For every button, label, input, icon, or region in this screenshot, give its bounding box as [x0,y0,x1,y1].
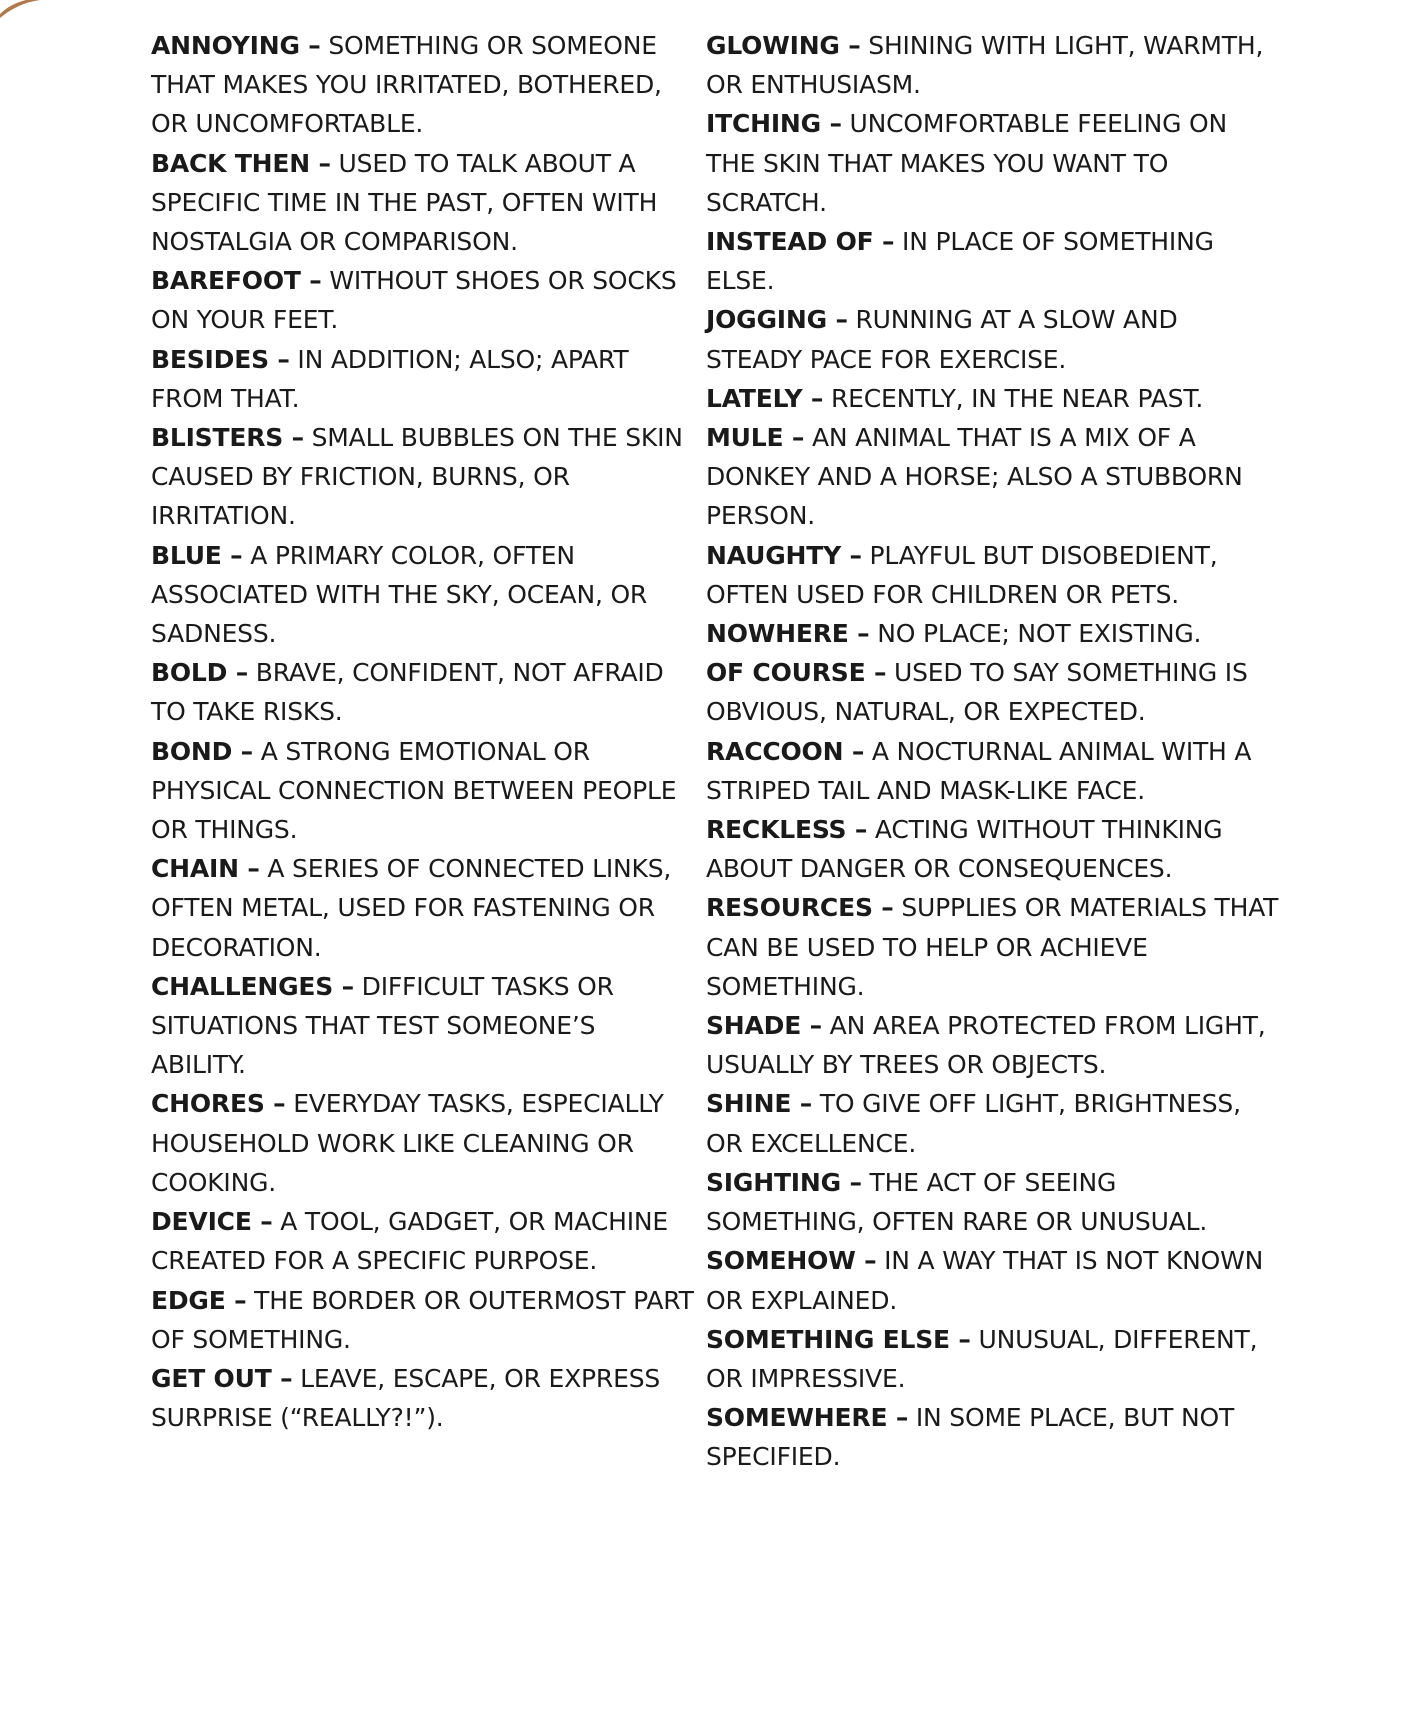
glossary-entry [151,26,696,144]
glossary-definition: RECENTLY, IN THE NEAR PAST. [823,383,1204,413]
glossary-entry [151,1202,696,1280]
glossary-term: BAREFOOT – [151,266,322,296]
glossary-term: CHORES – [151,1089,286,1119]
glossary-entry [706,1084,1281,1162]
glossary-definition: SOMETHING OR SOMEONE THAT MAKES YOU IRRITATED, BOTHERED, OR UNCOMFORTABLE. [151,31,662,139]
glossary-entry [706,1163,1281,1241]
glossary-term: RACCOON – [706,736,865,766]
glossary-entry [151,1281,696,1359]
glossary-term: LATELY – [706,383,824,413]
glossary-entry [151,653,696,731]
glossary-definition: THE BORDER OR OUTERMOST PART OF SOMETHING. [151,1285,694,1354]
glossary-entry [706,222,1281,300]
glossary-definition: A PRIMARY COLOR, OFTEN ASSOCIATED WITH THE SKY, OCEAN, OR SADNESS. [151,540,648,649]
glossary-term: SHADE – [706,1011,822,1041]
glossary-definition: IN ADDITION; ALSO; APART FROM THAT. [151,344,629,413]
glossary-term: SOMEHOW – [706,1246,877,1276]
glossary-entry [706,1320,1281,1398]
glossary-term: BESIDES – [151,344,290,374]
glossary-definition: A SERIES OF CONNECTED LINKS, OFTEN METAL, USED FOR FASTENING OR DECORATION. [151,854,672,962]
glossary-definition: UNCOMFORTABLE FEELING ON THE SKIN THAT MAKES YOU WANT TO SCRATCH. [706,109,1227,217]
glossary-definition: AN ANIMAL THAT IS A MIX OF A DONKEY AND A HORSE; ALSO A STUBBORN PERSON. [706,423,1243,531]
glossary-entry [706,653,1281,731]
glossary-entry [706,26,1281,104]
glossary-term: DEVICE – [151,1207,273,1237]
glossary-entry [706,379,1281,418]
glossary-entry [706,104,1281,222]
glossary-entry [151,1084,696,1202]
glossary-entry [706,1006,1281,1084]
glossary-term: RESOURCES – [706,893,894,923]
glossary-term: EDGE – [151,1285,247,1315]
glossary-definition: AN AREA PROTECTED FROM LIGHT, USUALLY BY TREES OR OBJECTS. [706,1011,1266,1080]
glossary-definition: SUPPLIES OR MATERIALS THAT CAN BE USED TO HELP OR ACHIEVE SOMETHING. [706,893,1279,1001]
glossary-definition: EVERYDAY TASKS, ESPECIALLY HOUSEHOLD WORK LIKE CLEANING OR COOKING. [151,1089,664,1197]
glossary-definition: IN PLACE OF SOMETHING ELSE. [706,227,1214,296]
glossary-term: RECKLESS – [706,815,868,845]
glossary-term: BLUE – [151,540,243,570]
glossary-definition: RUNNING AT A SLOW AND STEADY PACE FOR EXERCISE. [706,305,1178,374]
glossary-definition: NO PLACE; NOT EXISTING. [869,619,1202,649]
glossary-term: JOGGING – [706,305,848,335]
glossary-term: NAUGHTY – [706,540,862,570]
glossary-entry [151,261,696,339]
glossary-entry [151,967,696,1085]
glossary-term: SIGHTING – [706,1167,862,1197]
glossary-term: BOND – [151,736,253,766]
glossary-definition: DIFFICULT TASKS OR SITUATIONS THAT TEST SOMEONE’S ABILITY. [151,971,614,1080]
glossary-term: OF COURSE – [706,658,887,688]
glossary-column-left [151,26,696,1437]
glossary-entry [151,1359,696,1437]
glossary-term: SOMETHING ELSE – [706,1324,971,1354]
glossary-entry [706,418,1281,536]
glossary-term: ANNOYING – [151,31,321,60]
glossary-definition: USED TO TALK ABOUT A SPECIFIC TIME IN THE PAST, OFTEN WITH NOSTALGIA OR COMPARISON. [151,148,658,257]
glossary-entry [706,1398,1281,1476]
glossary-entry [151,340,696,418]
glossary-term: SOMEWHERE – [706,1403,909,1433]
glossary-term: GET OUT – [151,1363,293,1393]
glossary-entry [151,536,696,654]
glossary-column-right [706,26,1281,1477]
glossary-term: CHALLENGES – [151,971,354,1001]
glossary-entry [706,810,1281,888]
glossary-definition: SHINING WITH LIGHT, WARMTH, OR ENTHUSIASM. [706,31,1264,100]
glossary-term: GLOWING – [706,31,861,60]
glossary-term: MULE – [706,423,805,453]
glossary-term: ITCHING – [706,109,842,139]
glossary-definition: IN SOME PLACE, BUT NOT SPECIFIED. [706,1403,1235,1472]
glossary-entry [706,888,1281,1006]
glossary-definition: BRAVE, CONFIDENT, NOT AFRAID TO TAKE RISKS. [151,658,664,727]
glossary-definition: WITHOUT SHOES OR SOCKS ON YOUR FEET. [151,266,677,335]
glossary-entry [151,732,696,850]
glossary-term: BLISTERS – [151,423,304,453]
glossary-definition: THE ACT OF SEEING SOMETHING, OFTEN RARE OR UNUSUAL. [706,1167,1208,1237]
glossary-term: INSTEAD OF – [706,227,895,257]
glossary-entry [706,732,1281,810]
glossary-entry [151,849,696,967]
glossary-definition: PLAYFUL BUT DISOBEDIENT, OFTEN USED FOR CHILDREN OR PETS. [706,540,1218,609]
glossary-definition: TO GIVE OFF LIGHT, BRIGHTNESS, OR EXCELLENCE. [706,1089,1241,1158]
glossary-definition: A NOCTURNAL ANIMAL WITH A STRIPED TAIL AND MASK-LIKE FACE. [706,736,1252,805]
glossary-definition: SMALL BUBBLES ON THE SKIN CAUSED BY FRICTION, BURNS, OR IRRITATION. [151,423,683,531]
glossary-definition: IN A WAY THAT IS NOT KNOWN OR EXPLAINED. [706,1246,1264,1315]
glossary-term: SHINE – [706,1089,813,1119]
glossary-entry [706,536,1281,614]
glossary-entry [151,144,696,262]
glossary-definition: LEAVE, ESCAPE, OR EXPRESS SURPRISE (“REALLY?!”). [151,1363,661,1433]
glossary-definition: ACTING WITHOUT THINKING ABOUT DANGER OR CONSEQUENCES. [706,815,1223,884]
glossary-definition: UNUSUAL, DIFFERENT, OR IMPRESSIVE. [706,1324,1258,1393]
glossary-term: BACK THEN – [151,148,331,178]
glossary-entry [151,418,696,536]
glossary-entry [706,614,1281,653]
glossary-entry [706,1241,1281,1319]
glossary-definition: A TOOL, GADGET, OR MACHINE CREATED FOR A SPECIFIC PURPOSE. [151,1207,668,1276]
glossary-entry [706,300,1281,378]
glossary-definition: A STRONG EMOTIONAL OR PHYSICAL CONNECTION BETWEEN PEOPLE OR THINGS. [151,736,677,845]
glossary-definition: USED TO SAY SOMETHING IS OBVIOUS, NATURAL, OR EXPECTED. [706,658,1248,727]
glossary-term: NOWHERE – [706,619,870,649]
glossary-term: BOLD – [151,658,248,688]
corner-swoosh-decoration [0,0,40,20]
glossary-term: CHAIN – [151,854,260,884]
